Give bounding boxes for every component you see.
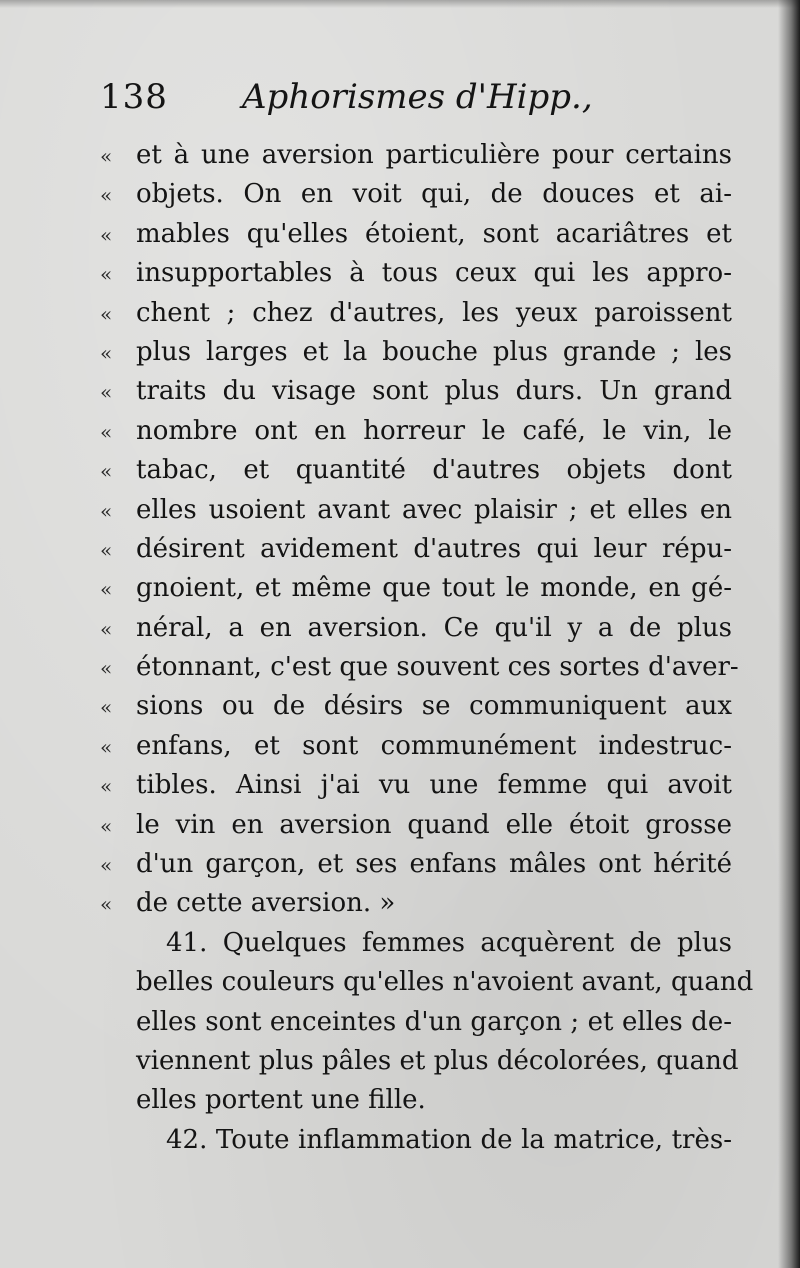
line-text: 41. Quelques femmes acquèrent de plus [166, 927, 732, 958]
text-line [100, 412, 732, 451]
text-line [100, 491, 732, 530]
body-text [100, 136, 754, 1160]
text-line [100, 333, 732, 372]
line-text: tabac, et quantité d'autres objets dont [136, 455, 732, 486]
text-line [100, 175, 732, 214]
text-line [100, 254, 732, 293]
text-line [100, 1121, 732, 1160]
quotation-mark: « [100, 853, 113, 878]
quotation-mark: « [100, 577, 113, 602]
line-text: chent ; chez d'autres, les yeux paroissent [136, 297, 732, 328]
line-text: néral, a en aversion. Ce qu'il y a de plus [136, 612, 732, 643]
text-line [100, 451, 732, 490]
text-line [100, 727, 732, 766]
text-line [100, 609, 732, 648]
quotation-mark: « [100, 419, 113, 444]
page-header [100, 72, 740, 122]
line-text: elles usoient avant avec plaisir ; et elles en [136, 494, 732, 525]
text-line [100, 806, 732, 845]
quotation-mark: « [100, 695, 113, 720]
line-text: mables qu'elles étoient, sont acariâtres et [136, 218, 732, 249]
line-text: enfans, et sont communément indestruc- [136, 730, 732, 761]
quotation-mark: « [100, 183, 113, 208]
line-text: étonnant, c'est que souvent ces sortes d'aver- [136, 652, 739, 683]
quotation-mark: « [100, 144, 113, 168]
page-binding-shadow [778, 0, 800, 1268]
running-title: Aphorismes d'Hipp., [242, 77, 593, 117]
line-text: elles sont enceintes d'un garçon ; et elles de- [136, 1006, 732, 1037]
quotation-mark: « [100, 498, 113, 523]
text-line [100, 884, 732, 923]
line-text: insupportables à tous ceux qui les appro- [136, 258, 732, 289]
line-text: objets. On en voit qui, de douces et ai- [136, 179, 732, 210]
quotation-mark: « [100, 459, 113, 484]
quotation-mark: « [100, 222, 113, 247]
quotation-mark: « [100, 340, 113, 365]
line-text: elles portent une fille. [136, 1085, 426, 1116]
line-text: 42. Toute inflammation de la matrice, très- [166, 1124, 732, 1155]
text-line [100, 1042, 739, 1081]
line-text: traits du visage sont plus durs. Un grand [136, 376, 732, 407]
line-text: belles couleurs qu'elles n'avoient avant, quand [136, 967, 754, 998]
line-text: viennent plus pâles et plus décolorées, quand [136, 1045, 739, 1076]
line-text: tibles. Ainsi j'ai vu une femme qui avoit [136, 770, 732, 801]
text-line [100, 766, 732, 805]
quotation-mark: « [100, 734, 113, 759]
quotation-mark: « [100, 656, 113, 681]
line-text: le vin en aversion quand elle étoit grosse [136, 809, 732, 840]
quotation-mark: « [100, 813, 113, 838]
quotation-mark: « [100, 380, 113, 405]
quotation-mark: « [100, 262, 113, 287]
text-line [100, 963, 754, 1002]
text-line [100, 569, 732, 608]
text-line [100, 687, 732, 726]
quotation-mark: « [100, 774, 113, 799]
quotation-mark: « [100, 301, 113, 326]
line-text: plus larges et la bouche plus grande ; les [136, 336, 732, 367]
line-text: nombre ont en horreur le café, le vin, le [136, 415, 732, 446]
page-number: 138 [100, 77, 168, 117]
line-text: gnoient, et même que tout le monde, en gé- [136, 573, 732, 604]
text-line [100, 648, 739, 687]
text-line [100, 215, 732, 254]
quotation-mark: « [100, 892, 113, 917]
text-line [100, 845, 732, 884]
text-line [100, 136, 732, 175]
quotation-mark: « [100, 616, 113, 641]
line-text: de cette aversion. » [136, 888, 396, 919]
text-line [100, 530, 732, 569]
text-line [100, 294, 732, 333]
page-top-shadow [0, 0, 800, 8]
quotation-mark: « [100, 537, 113, 562]
line-text: sions ou de désirs se communiquent aux [136, 691, 732, 722]
line-text: d'un garçon, et ses enfans mâles ont hérité [136, 849, 732, 880]
line-text: désirent avidement d'autres qui leur répu- [136, 533, 732, 564]
line-text: et à une aversion particulière pour certains [136, 140, 732, 170]
text-line [100, 924, 732, 963]
text-line [100, 372, 732, 411]
text-line [100, 1003, 732, 1042]
text-line [100, 1081, 732, 1120]
